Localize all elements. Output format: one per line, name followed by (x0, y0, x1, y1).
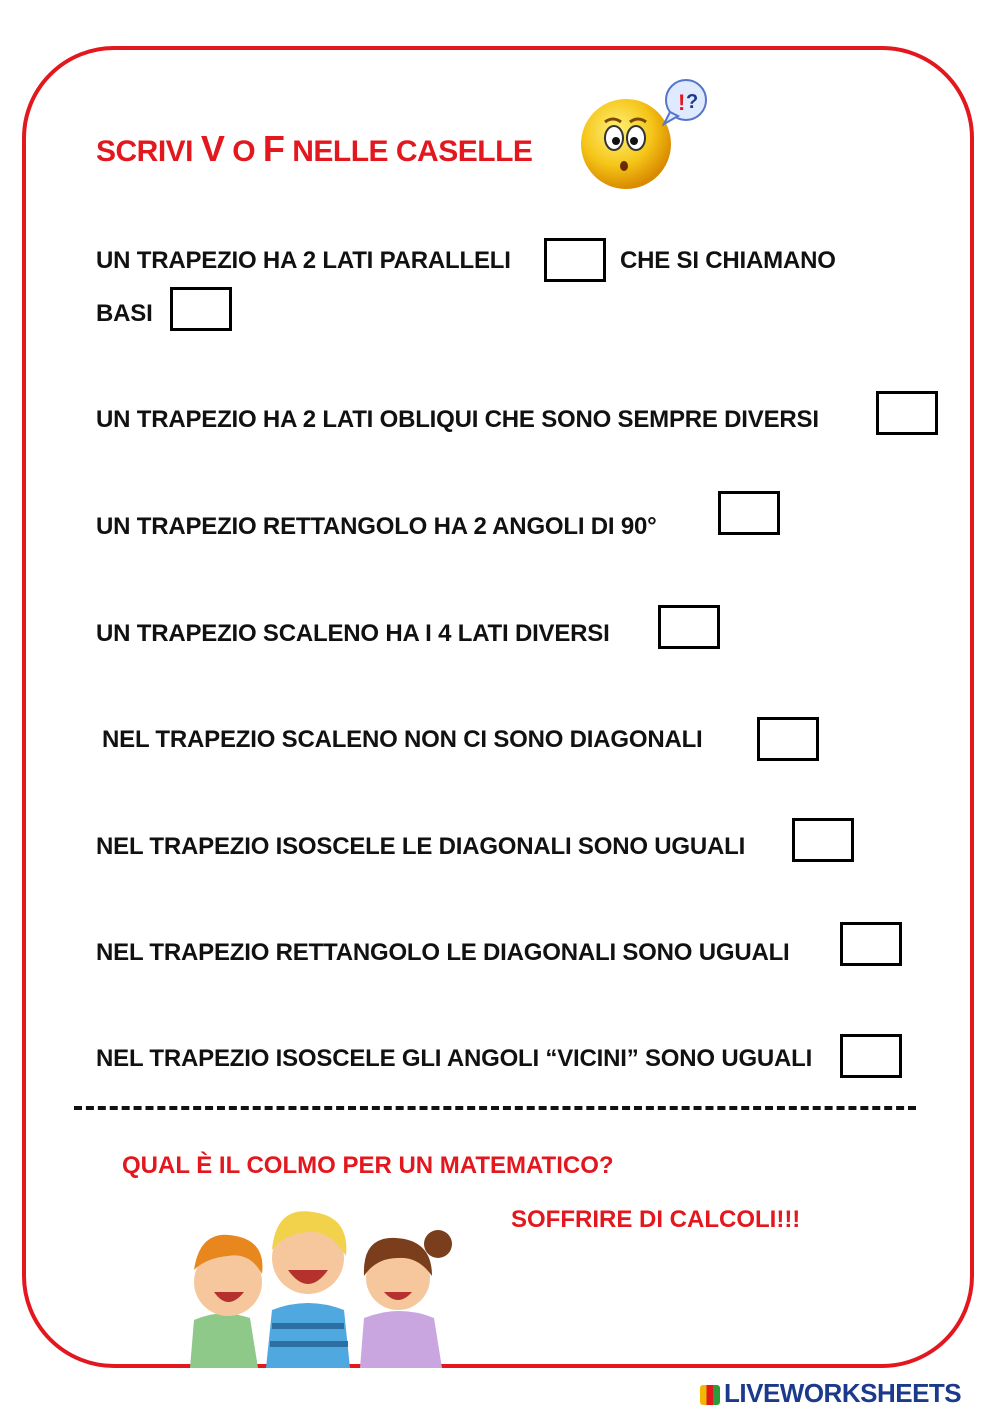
answer-box-5[interactable] (757, 717, 819, 761)
answer-box-7[interactable] (840, 922, 902, 966)
answer-box-1[interactable] (544, 238, 606, 282)
question-1-line-2: BASI (96, 300, 153, 327)
answer-box-4[interactable] (658, 605, 720, 649)
question-3: UN TRAPEZIO RETTANGOLO HA 2 ANGOLI DI 90° (96, 513, 657, 540)
svg-text:?: ? (686, 91, 699, 113)
question-1: UN TRAPEZIO HA 2 LATI PARALLELI (96, 247, 511, 274)
question-6: NEL TRAPEZIO ISOSCELE LE DIAGONALI SONO UGUALI (96, 833, 746, 860)
liveworksheets-logo: LIVEWORKSHEETS (700, 1378, 961, 1409)
joke-answer: SOFFRIRE DI CALCOLI!!! (511, 1206, 801, 1233)
confused-emoji-icon (578, 78, 718, 190)
question-5: NEL TRAPEZIO SCALENO NON CI SONO DIAGONALI (102, 726, 703, 753)
answer-box-2[interactable] (876, 391, 938, 435)
svg-text:!: ! (678, 90, 686, 115)
question-8: NEL TRAPEZIO ISOSCELE GLI ANGOLI “VICINI” SONO UGUALI (96, 1045, 813, 1072)
laughing-children-illustration (180, 1200, 470, 1368)
liveworksheets-mark-icon (700, 1385, 720, 1405)
worksheet-title: SCRIVI V O F NELLE CASELLE (96, 128, 533, 169)
joke-question: QUAL È IL COLMO PER UN MATEMATICO? (122, 1152, 614, 1179)
question-4: UN TRAPEZIO SCALENO HA I 4 LATI DIVERSI (96, 620, 610, 647)
question-1-continuation: CHE SI CHIAMANO (620, 247, 836, 274)
answer-box-6[interactable] (792, 818, 854, 862)
answer-box-8[interactable] (840, 1034, 902, 1078)
answer-box-3[interactable] (718, 491, 780, 535)
question-7: NEL TRAPEZIO RETTANGOLO LE DIAGONALI SONO UGUALI (96, 939, 790, 966)
dashed-divider (74, 1106, 916, 1110)
answer-box-1b[interactable] (170, 287, 232, 331)
question-2: UN TRAPEZIO HA 2 LATI OBLIQUI CHE SONO SEMPRE DIVERSI (96, 406, 819, 433)
